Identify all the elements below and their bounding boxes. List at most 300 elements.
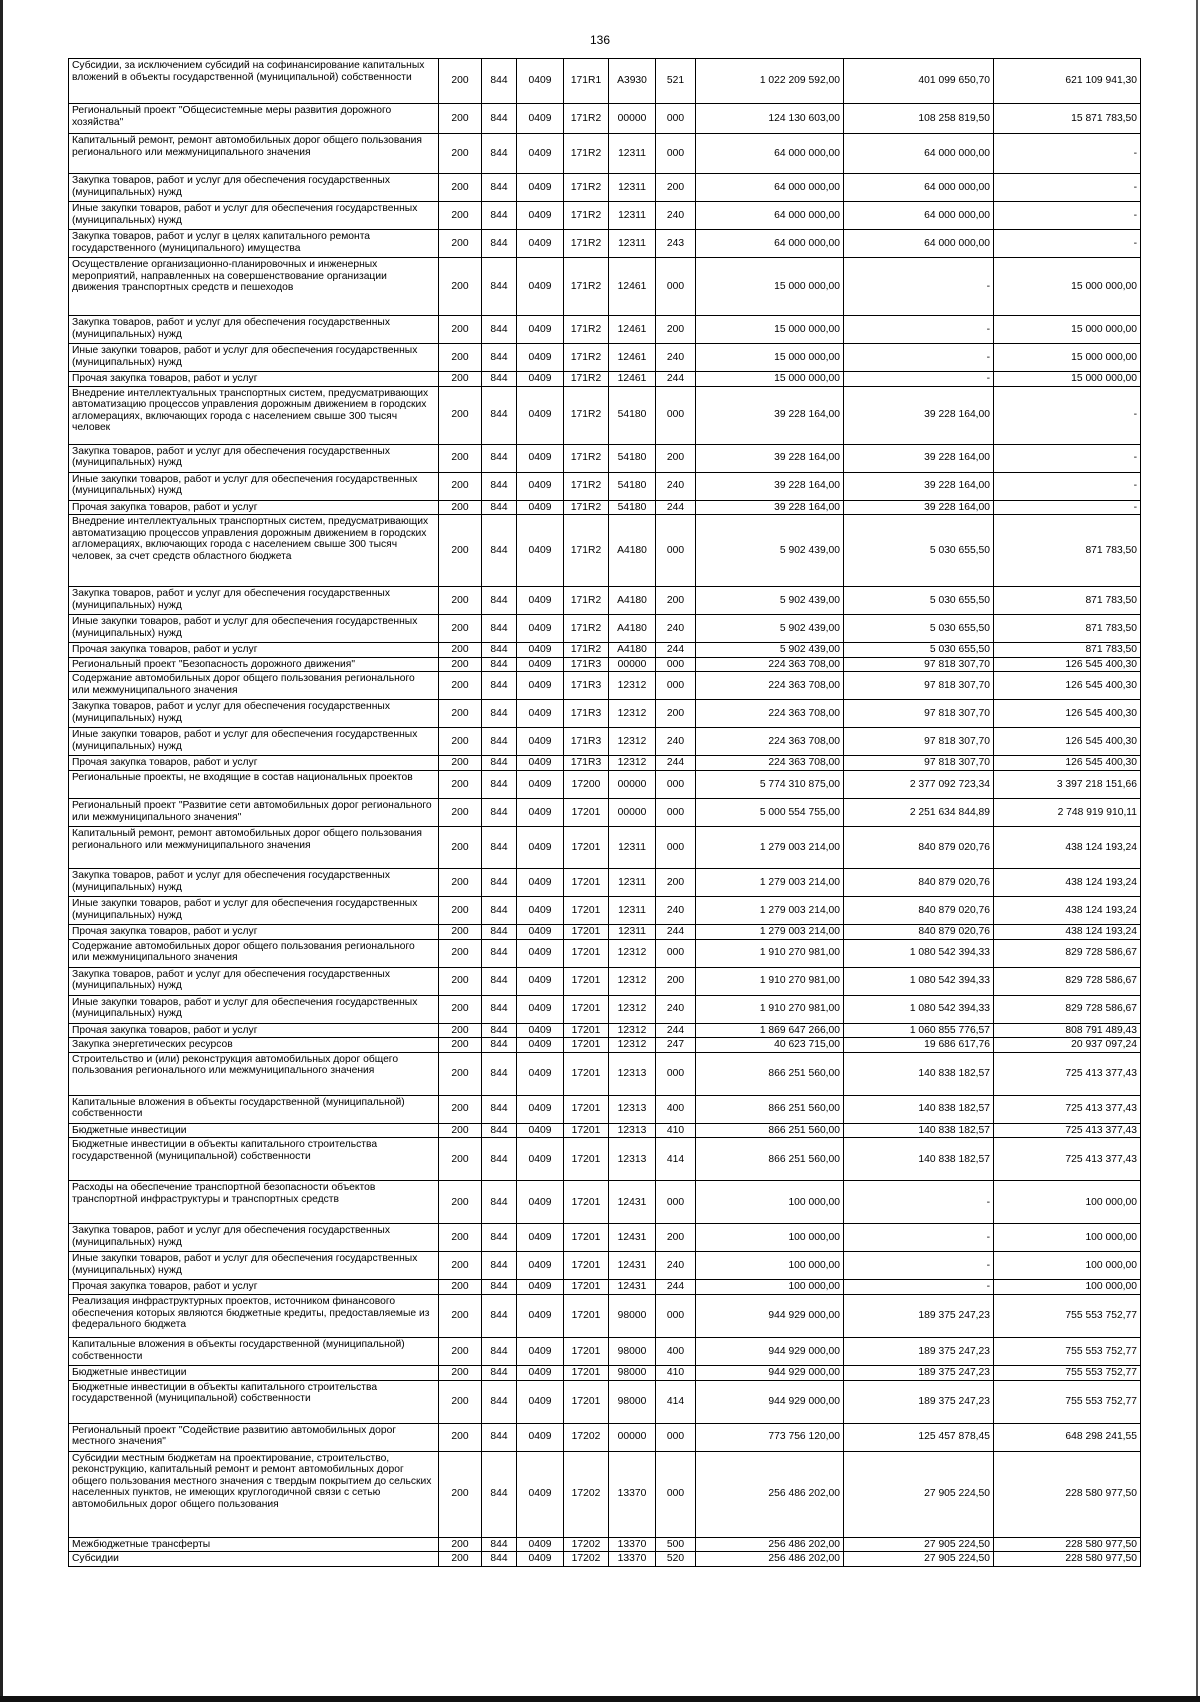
- table-row: [69, 643, 1141, 658]
- ministry-code: 844: [482, 728, 517, 756]
- amount-executed: -: [844, 1181, 994, 1224]
- direction-code: 12311: [609, 174, 656, 202]
- amount-planned: 1 869 647 266,00: [696, 1023, 844, 1038]
- section-code: 200: [439, 230, 482, 258]
- amount-planned: 100 000,00: [696, 1280, 844, 1295]
- section-code: 200: [439, 672, 482, 700]
- table-row: [69, 202, 1141, 230]
- table-row: [69, 174, 1141, 202]
- section-code: 200: [439, 939, 482, 967]
- ministry-code: 844: [482, 344, 517, 372]
- row-name: Иные закупки товаров, работ и услуг для обеспечения государственных (муниципальных) нужд: [69, 202, 439, 230]
- direction-code: 98000: [609, 1337, 656, 1365]
- expense-type-code: 200: [656, 1224, 696, 1252]
- subsection-code: 0409: [517, 1337, 564, 1365]
- amount-remaining: 871 783,50: [994, 587, 1141, 615]
- direction-code: 98000: [609, 1365, 656, 1380]
- row-name: Иные закупки товаров, работ и услуг для обеспечения государственных (муниципальных) нужд: [69, 472, 439, 500]
- row-name: Закупка товаров, работ и услуг в целях капитального ремонта государственного (муниципального) имущества: [69, 230, 439, 258]
- ministry-code: 844: [482, 316, 517, 344]
- expense-type-code: 200: [656, 174, 696, 202]
- row-name: Закупка энергетических ресурсов: [69, 1038, 439, 1053]
- amount-planned: 944 929 000,00: [696, 1380, 844, 1423]
- amount-planned: 1 022 209 592,00: [696, 59, 844, 104]
- amount-planned: 5 902 439,00: [696, 643, 844, 658]
- amount-executed: 97 818 307,70: [844, 756, 994, 771]
- ministry-code: 844: [482, 1365, 517, 1380]
- direction-code: А4180: [609, 587, 656, 615]
- amount-remaining: 20 937 097,24: [994, 1038, 1141, 1053]
- expense-type-code: 000: [656, 515, 696, 587]
- amount-executed: 64 000 000,00: [844, 230, 994, 258]
- amount-planned: 39 228 164,00: [696, 386, 844, 444]
- amount-remaining: 648 298 241,55: [994, 1423, 1141, 1451]
- ministry-code: 844: [482, 1280, 517, 1295]
- ministry-code: 844: [482, 1252, 517, 1280]
- amount-planned: 866 251 560,00: [696, 1052, 844, 1095]
- table-row: [69, 515, 1141, 587]
- section-code: 200: [439, 657, 482, 672]
- row-name: Региональный проект "Общесистемные меры развития дорожного хозяйства": [69, 104, 439, 134]
- row-name: Субсидии местным бюджетам на проектирование, строительство, реконструкцию, капитальный ремонт и ремонт автомобильных дорог общего пользования местного значения с твердым покрытием до сельских населенных пунктов, не имеющих круглогодичной связи с сетью автомобильных дорог общего пользования: [69, 1451, 439, 1537]
- ministry-code: 844: [482, 444, 517, 472]
- amount-remaining: -: [994, 230, 1141, 258]
- program-code: 171R2: [564, 202, 609, 230]
- ministry-code: 844: [482, 896, 517, 924]
- amount-executed: 2 377 092 723,34: [844, 770, 994, 798]
- subsection-code: 0409: [517, 230, 564, 258]
- expense-type-code: 200: [656, 316, 696, 344]
- table-row: [69, 1123, 1141, 1138]
- program-code: 17201: [564, 1365, 609, 1380]
- amount-remaining: 126 545 400,30: [994, 672, 1141, 700]
- table-row: [69, 316, 1141, 344]
- budget-table: [68, 58, 1141, 1567]
- amount-executed: -: [844, 372, 994, 387]
- ministry-code: 844: [482, 1224, 517, 1252]
- subsection-code: 0409: [517, 939, 564, 967]
- amount-executed: -: [844, 344, 994, 372]
- table-row: [69, 995, 1141, 1023]
- direction-code: 12313: [609, 1095, 656, 1123]
- direction-code: 12311: [609, 134, 656, 174]
- subsection-code: 0409: [517, 995, 564, 1023]
- ministry-code: 844: [482, 967, 517, 995]
- amount-remaining: 621 109 941,30: [994, 59, 1141, 104]
- amount-planned: 1 910 270 981,00: [696, 995, 844, 1023]
- direction-code: 54180: [609, 500, 656, 515]
- expense-type-code: 240: [656, 1252, 696, 1280]
- direction-code: 00000: [609, 798, 656, 826]
- expense-type-code: 200: [656, 444, 696, 472]
- ministry-code: 844: [482, 1294, 517, 1337]
- subsection-code: 0409: [517, 672, 564, 700]
- section-code: 200: [439, 1280, 482, 1295]
- amount-executed: 840 879 020,76: [844, 868, 994, 896]
- table-row: [69, 500, 1141, 515]
- subsection-code: 0409: [517, 868, 564, 896]
- amount-remaining: 829 728 586,67: [994, 967, 1141, 995]
- expense-type-code: 000: [656, 657, 696, 672]
- amount-planned: 1 279 003 214,00: [696, 896, 844, 924]
- program-code: 171R3: [564, 672, 609, 700]
- program-code: 171R2: [564, 316, 609, 344]
- amount-executed: 5 030 655,50: [844, 587, 994, 615]
- amount-remaining: 126 545 400,30: [994, 756, 1141, 771]
- row-name: Закупка товаров, работ и услуг для обеспечения государственных (муниципальных) нужд: [69, 700, 439, 728]
- table-row: [69, 59, 1141, 104]
- subsection-code: 0409: [517, 770, 564, 798]
- program-code: 17202: [564, 1423, 609, 1451]
- subsection-code: 0409: [517, 896, 564, 924]
- amount-remaining: 438 124 193,24: [994, 924, 1141, 939]
- program-code: 17201: [564, 995, 609, 1023]
- direction-code: 12431: [609, 1181, 656, 1224]
- row-name: Прочая закупка товаров, работ и услуг: [69, 756, 439, 771]
- section-code: 200: [439, 967, 482, 995]
- program-code: 171R2: [564, 104, 609, 134]
- table-row: [69, 798, 1141, 826]
- subsection-code: 0409: [517, 372, 564, 387]
- amount-planned: 100 000,00: [696, 1252, 844, 1280]
- section-code: 200: [439, 1095, 482, 1123]
- program-code: 17201: [564, 1095, 609, 1123]
- direction-code: А4180: [609, 515, 656, 587]
- program-code: 17201: [564, 1023, 609, 1038]
- amount-remaining: 100 000,00: [994, 1280, 1141, 1295]
- row-name: Закупка товаров, работ и услуг для обеспечения государственных (муниципальных) нужд: [69, 587, 439, 615]
- row-name: Внедрение интеллектуальных транспортных систем, предусматривающих автоматизацию процессов управления дорожным движением в городских агломерациях, включающих города с населением свыше 300 тысяч человек: [69, 386, 439, 444]
- amount-remaining: -: [994, 500, 1141, 515]
- expense-type-code: 244: [656, 756, 696, 771]
- budget-table-body: [69, 59, 1141, 1567]
- amount-remaining: 438 124 193,24: [994, 896, 1141, 924]
- expense-type-code: 000: [656, 939, 696, 967]
- program-code: 171R3: [564, 756, 609, 771]
- table-row: [69, 134, 1141, 174]
- amount-remaining: 755 553 752,77: [994, 1365, 1141, 1380]
- amount-planned: 224 363 708,00: [696, 700, 844, 728]
- amount-planned: 224 363 708,00: [696, 672, 844, 700]
- amount-remaining: 871 783,50: [994, 643, 1141, 658]
- amount-planned: 64 000 000,00: [696, 202, 844, 230]
- ministry-code: 844: [482, 868, 517, 896]
- amount-remaining: 725 413 377,43: [994, 1052, 1141, 1095]
- program-code: 17202: [564, 1537, 609, 1552]
- expense-type-code: 414: [656, 1380, 696, 1423]
- table-row: [69, 344, 1141, 372]
- amount-planned: 5 000 554 755,00: [696, 798, 844, 826]
- subsection-code: 0409: [517, 1224, 564, 1252]
- amount-executed: 97 818 307,70: [844, 728, 994, 756]
- table-row: [69, 1423, 1141, 1451]
- amount-planned: 5 902 439,00: [696, 515, 844, 587]
- direction-code: 12312: [609, 1038, 656, 1053]
- section-code: 200: [439, 1138, 482, 1181]
- expense-type-code: 000: [656, 386, 696, 444]
- ministry-code: 844: [482, 1038, 517, 1053]
- section-code: 200: [439, 372, 482, 387]
- program-code: 17201: [564, 1224, 609, 1252]
- amount-remaining: 100 000,00: [994, 1252, 1141, 1280]
- expense-type-code: 244: [656, 924, 696, 939]
- expense-type-code: 244: [656, 500, 696, 515]
- program-code: 17201: [564, 1123, 609, 1138]
- amount-executed: 39 228 164,00: [844, 386, 994, 444]
- section-code: 200: [439, 995, 482, 1023]
- section-code: 200: [439, 258, 482, 316]
- subsection-code: 0409: [517, 1038, 564, 1053]
- expense-type-code: 000: [656, 104, 696, 134]
- direction-code: А3930: [609, 59, 656, 104]
- section-code: 200: [439, 1380, 482, 1423]
- subsection-code: 0409: [517, 1123, 564, 1138]
- amount-executed: 140 838 182,57: [844, 1123, 994, 1138]
- direction-code: 12313: [609, 1123, 656, 1138]
- ministry-code: 844: [482, 826, 517, 868]
- expense-type-code: 000: [656, 770, 696, 798]
- scan-edge-bottom: [0, 1696, 1200, 1702]
- subsection-code: 0409: [517, 587, 564, 615]
- section-code: 200: [439, 756, 482, 771]
- table-row: [69, 1252, 1141, 1280]
- table-row: [69, 1138, 1141, 1181]
- amount-planned: 124 130 603,00: [696, 104, 844, 134]
- row-name: Прочая закупка товаров, работ и услуг: [69, 500, 439, 515]
- section-code: 200: [439, 444, 482, 472]
- section-code: 200: [439, 344, 482, 372]
- section-code: 200: [439, 316, 482, 344]
- program-code: 17201: [564, 1138, 609, 1181]
- amount-executed: 401 099 650,70: [844, 59, 994, 104]
- expense-type-code: 520: [656, 1552, 696, 1567]
- program-code: 171R2: [564, 615, 609, 643]
- subsection-code: 0409: [517, 1365, 564, 1380]
- amount-executed: 27 905 224,50: [844, 1552, 994, 1567]
- expense-type-code: 240: [656, 728, 696, 756]
- row-name: Прочая закупка товаров, работ и услуг: [69, 924, 439, 939]
- subsection-code: 0409: [517, 967, 564, 995]
- amount-remaining: 126 545 400,30: [994, 700, 1141, 728]
- ministry-code: 844: [482, 515, 517, 587]
- ministry-code: 844: [482, 1337, 517, 1365]
- expense-type-code: 000: [656, 1451, 696, 1537]
- expense-type-code: 000: [656, 258, 696, 316]
- row-name: Региональные проекты, не входящие в состав национальных проектов: [69, 770, 439, 798]
- ministry-code: 844: [482, 104, 517, 134]
- ministry-code: 844: [482, 230, 517, 258]
- amount-remaining: 3 397 218 151,66: [994, 770, 1141, 798]
- row-name: Иные закупки товаров, работ и услуг для обеспечения государственных (муниципальных) нужд: [69, 896, 439, 924]
- table-row: [69, 1365, 1141, 1380]
- amount-executed: 64 000 000,00: [844, 174, 994, 202]
- scan-edge-right: [1196, 0, 1198, 1702]
- amount-planned: 15 000 000,00: [696, 316, 844, 344]
- subsection-code: 0409: [517, 924, 564, 939]
- subsection-code: 0409: [517, 174, 564, 202]
- amount-executed: 97 818 307,70: [844, 672, 994, 700]
- amount-executed: 189 375 247,23: [844, 1337, 994, 1365]
- amount-planned: 5 902 439,00: [696, 587, 844, 615]
- amount-executed: 840 879 020,76: [844, 826, 994, 868]
- page-number: 136: [589, 33, 611, 47]
- subsection-code: 0409: [517, 1294, 564, 1337]
- subsection-code: 0409: [517, 1552, 564, 1567]
- table-row: [69, 657, 1141, 672]
- direction-code: 00000: [609, 1423, 656, 1451]
- subsection-code: 0409: [517, 643, 564, 658]
- row-name: Межбюджетные трансферты: [69, 1537, 439, 1552]
- amount-planned: 39 228 164,00: [696, 500, 844, 515]
- subsection-code: 0409: [517, 344, 564, 372]
- table-row: [69, 826, 1141, 868]
- section-code: 200: [439, 798, 482, 826]
- ministry-code: 844: [482, 59, 517, 104]
- section-code: 200: [439, 1224, 482, 1252]
- section-code: 200: [439, 1423, 482, 1451]
- amount-planned: 256 486 202,00: [696, 1451, 844, 1537]
- scan-edge-left: [0, 0, 3, 1702]
- table-row: [69, 1023, 1141, 1038]
- table-row: [69, 1552, 1141, 1567]
- amount-planned: 224 363 708,00: [696, 657, 844, 672]
- amount-executed: 125 457 878,45: [844, 1423, 994, 1451]
- ministry-code: 844: [482, 174, 517, 202]
- section-code: 200: [439, 700, 482, 728]
- row-name: Закупка товаров, работ и услуг для обеспечения государственных (муниципальных) нужд: [69, 1224, 439, 1252]
- amount-remaining: 438 124 193,24: [994, 868, 1141, 896]
- direction-code: 98000: [609, 1294, 656, 1337]
- direction-code: 12312: [609, 728, 656, 756]
- row-name: Бюджетные инвестиции в объекты капитального строительства государственной (муниципальной) собственности: [69, 1380, 439, 1423]
- amount-executed: 64 000 000,00: [844, 134, 994, 174]
- subsection-code: 0409: [517, 258, 564, 316]
- section-code: 200: [439, 587, 482, 615]
- row-name: Закупка товаров, работ и услуг для обеспечения государственных (муниципальных) нужд: [69, 868, 439, 896]
- direction-code: 12461: [609, 372, 656, 387]
- section-code: 200: [439, 1052, 482, 1095]
- amount-executed: 39 228 164,00: [844, 472, 994, 500]
- amount-executed: 189 375 247,23: [844, 1294, 994, 1337]
- section-code: 200: [439, 515, 482, 587]
- direction-code: 54180: [609, 444, 656, 472]
- program-code: 17201: [564, 1294, 609, 1337]
- expense-type-code: 240: [656, 896, 696, 924]
- expense-type-code: 244: [656, 1280, 696, 1295]
- row-name: Региональный проект "Содействие развитию автомобильных дорог местного значения": [69, 1423, 439, 1451]
- amount-executed: 140 838 182,57: [844, 1138, 994, 1181]
- direction-code: 12312: [609, 1023, 656, 1038]
- direction-code: 00000: [609, 657, 656, 672]
- amount-executed: 1 060 855 776,57: [844, 1023, 994, 1038]
- subsection-code: 0409: [517, 500, 564, 515]
- subsection-code: 0409: [517, 386, 564, 444]
- program-code: 171R2: [564, 643, 609, 658]
- expense-type-code: 244: [656, 372, 696, 387]
- amount-executed: -: [844, 316, 994, 344]
- direction-code: 12311: [609, 826, 656, 868]
- direction-code: 12311: [609, 924, 656, 939]
- amount-planned: 100 000,00: [696, 1181, 844, 1224]
- direction-code: 13370: [609, 1537, 656, 1552]
- amount-remaining: 755 553 752,77: [994, 1294, 1141, 1337]
- program-code: 171R2: [564, 515, 609, 587]
- section-code: 200: [439, 1552, 482, 1567]
- direction-code: 12311: [609, 868, 656, 896]
- program-code: 171R2: [564, 230, 609, 258]
- ministry-code: 844: [482, 798, 517, 826]
- program-code: 17202: [564, 1552, 609, 1567]
- amount-remaining: 15 871 783,50: [994, 104, 1141, 134]
- table-row: [69, 868, 1141, 896]
- amount-remaining: 100 000,00: [994, 1224, 1141, 1252]
- subsection-code: 0409: [517, 134, 564, 174]
- row-name: Субсидии: [69, 1552, 439, 1567]
- program-code: 171R2: [564, 372, 609, 387]
- amount-planned: 866 251 560,00: [696, 1095, 844, 1123]
- amount-executed: 1 080 542 394,33: [844, 967, 994, 995]
- row-name: Иные закупки товаров, работ и услуг для обеспечения государственных (муниципальных) нужд: [69, 1252, 439, 1280]
- expense-type-code: 247: [656, 1038, 696, 1053]
- table-row: [69, 258, 1141, 316]
- amount-planned: 866 251 560,00: [696, 1123, 844, 1138]
- program-code: 171R2: [564, 444, 609, 472]
- table-row: [69, 1224, 1141, 1252]
- row-name: Строительство и (или) реконструкция автомобильных дорог общего пользования регионального или межмуниципального значения: [69, 1052, 439, 1095]
- amount-remaining: 15 000 000,00: [994, 258, 1141, 316]
- row-name: Прочая закупка товаров, работ и услуг: [69, 1280, 439, 1295]
- program-code: 171R1: [564, 59, 609, 104]
- subsection-code: 0409: [517, 202, 564, 230]
- direction-code: 13370: [609, 1552, 656, 1567]
- ministry-code: 844: [482, 1095, 517, 1123]
- direction-code: 12311: [609, 230, 656, 258]
- row-name: Капитальные вложения в объекты государственной (муниципальной) собственности: [69, 1337, 439, 1365]
- direction-code: 13370: [609, 1451, 656, 1537]
- direction-code: 12431: [609, 1252, 656, 1280]
- amount-executed: 5 030 655,50: [844, 643, 994, 658]
- amount-remaining: 15 000 000,00: [994, 372, 1141, 387]
- expense-type-code: 000: [656, 1294, 696, 1337]
- row-name: Иные закупки товаров, работ и услуг для обеспечения государственных (муниципальных) нужд: [69, 344, 439, 372]
- row-name: Бюджетные инвестиции в объекты капитального строительства государственной (муниципальной) собственности: [69, 1138, 439, 1181]
- section-code: 200: [439, 134, 482, 174]
- program-code: 17201: [564, 924, 609, 939]
- subsection-code: 0409: [517, 1252, 564, 1280]
- ministry-code: 844: [482, 939, 517, 967]
- table-row: [69, 672, 1141, 700]
- amount-executed: -: [844, 1224, 994, 1252]
- amount-planned: 866 251 560,00: [696, 1138, 844, 1181]
- amount-executed: 64 000 000,00: [844, 202, 994, 230]
- program-code: 171R2: [564, 500, 609, 515]
- amount-executed: 140 838 182,57: [844, 1052, 994, 1095]
- subsection-code: 0409: [517, 1451, 564, 1537]
- expense-type-code: 400: [656, 1337, 696, 1365]
- section-code: 200: [439, 1181, 482, 1224]
- subsection-code: 0409: [517, 798, 564, 826]
- amount-executed: -: [844, 1252, 994, 1280]
- program-code: 171R2: [564, 344, 609, 372]
- section-code: 200: [439, 500, 482, 515]
- table-row: [69, 770, 1141, 798]
- amount-planned: 1 910 270 981,00: [696, 939, 844, 967]
- amount-remaining: 228 580 977,50: [994, 1537, 1141, 1552]
- direction-code: 12313: [609, 1138, 656, 1181]
- table-row: [69, 1451, 1141, 1537]
- row-name: Капитальный ремонт, ремонт автомобильных дорог общего пользования регионального или межмуниципального значения: [69, 134, 439, 174]
- amount-executed: 39 228 164,00: [844, 500, 994, 515]
